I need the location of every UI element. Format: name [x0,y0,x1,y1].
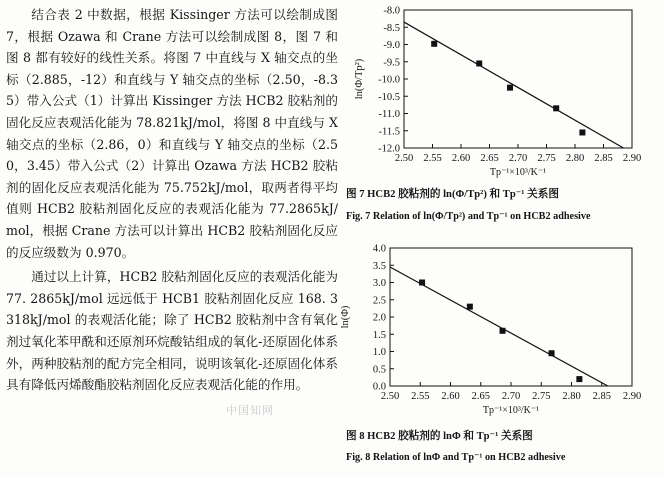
y-tick-label: 3.5 [372,260,386,272]
x-tick-label: 2.60 [451,153,471,164]
x-tick-label: 2.55 [423,153,442,164]
figures-column [340,0,663,477]
y-tick-label: 0.5 [372,364,386,376]
figure-8-caption-en: Fig. 8 Relation of lnΦ and Tp⁻¹ on HCB2 adhesive [346,452,566,463]
figure-7-caption-en: Fig. 7 Relation of ln(Φ/Tp²) and Tp⁻¹ on HCB2 adhesive [346,211,591,222]
y-tick-label: -11.0 [378,109,400,120]
figure-7-chart [346,0,663,180]
y-tick-label: -9.0 [383,40,400,51]
paragraph-2: 通过以上计算，HCB2 胶粘剂固化反应的表观活化能为 77. 2865kJ/mol 远远低于 HCB1 胶粘剂固化反应 168. 3318kJ/mol 的表观活化能；除了 HCB2 胶粘剂中含有氧化剂过氧化苯甲酰和还原剂环烷酸钴组成的氧化-还原固化体系外，两种胶粘剂的配方完全相同，说明该氧化-还原固化体系具有降低丙烯酸酯胶粘剂固化反应表观活化能的作用。 [6,269,338,393]
body-text-column [6,4,338,399]
data-point [476,60,482,66]
x-tick-label: 2.85 [592,391,611,402]
x-tick-label: 2.65 [480,153,499,164]
y-tick-label: -11.5 [378,126,400,138]
y-tick-label: 0.0 [372,381,386,393]
x-tick-label: 2.65 [471,391,490,402]
figure-8-chart [340,238,663,418]
y-axis-label: ln(Φ) [340,305,351,329]
x-tick-label: 2.75 [532,391,551,402]
x-tick-label: 2.90 [622,153,642,164]
paragraph-1: 结合表 2 中数据，根据 Kissinger 方法可以绘制成图 7，根据 Ozawa 和 Crane 方法可以绘制成图 8，图 7 和图 8 都有较好的线性关系。将图 7 中直线与 X 轴交点的坐标（2.885，-12）和直线与 Y 轴交点的坐标（2.50，-8.35）带入公式（1）计算出 Kissinger 方法 HCB2 胶粘剂的固化反应表观活化能为 78.821kJ/mol，将图 8 中直线与 X 轴交点的坐标（2.86，0）和直线与 Y 轴交点的坐标（2.50，3.45）带入公式（2）计算出 Ozawa 方法 HCB2 胶粘剂的固化反应表观活化能为 75.752kJ/mol，取两者得平均值则 HCB2 胶粘剂固化反应的表观活化能为 77.2865kJ/mol，根据 Crane 方法可以计算出 HCB2 胶粘剂固化反应的反应级数为 0.970。 [6,7,338,260]
y-tick-label: -10.0 [378,74,400,86]
x-tick-label: 2.60 [441,391,460,402]
data-point [553,105,559,111]
watermark: 中国知网 [226,404,274,417]
figure-7-caption-cn: 图 7 HCB2 胶粘剂的 ln(Φ/Tp²) 和 Tp⁻¹ 关系图 [346,189,559,200]
data-point [500,328,506,334]
y-axis-label: ln(Φ/Tp²) [354,58,365,100]
y-tick-label: 1.5 [372,329,386,341]
data-point [467,304,473,310]
plot-frame [390,248,632,386]
x-tick-label: 2.75 [537,153,556,164]
y-tick-label: 3.0 [372,278,386,289]
y-tick-label: 1.0 [372,347,386,358]
x-tick-label: 2.50 [394,153,414,164]
x-tick-label: 2.55 [411,391,430,402]
plot-frame [404,10,632,148]
x-tick-label: 2.80 [562,391,581,402]
y-tick-label: 2.0 [372,312,386,324]
data-point [431,41,437,47]
data-point [507,85,513,91]
data-point [549,350,555,356]
x-tick-label: 2.85 [594,153,613,164]
y-tick-label: -9.5 [383,57,400,69]
y-tick-label: 2.5 [372,295,386,307]
data-point [579,129,585,135]
x-tick-label: 2.90 [622,391,642,402]
y-tick-label: -8.5 [383,22,400,34]
y-tick-label: 4.0 [372,243,386,255]
x-tick-label: 2.70 [501,391,521,402]
x-tick-label: 2.50 [380,391,400,402]
data-point [419,280,425,286]
figure-8-caption-cn: 图 8 HCB2 胶粘剂的 lnΦ 和 Tp⁻¹ 关系图 [346,431,533,442]
x-axis-label: Tp⁻¹×10³/K⁻¹ [482,405,540,416]
x-axis-label: Tp⁻¹×10³/K⁻¹ [489,167,547,178]
y-tick-label: -10.5 [378,91,400,103]
y-tick-label: -8.0 [383,5,400,17]
y-tick-label: -12.0 [378,143,400,155]
data-point [576,376,582,382]
x-tick-label: 2.70 [508,153,528,164]
x-tick-label: 2.80 [565,153,585,164]
